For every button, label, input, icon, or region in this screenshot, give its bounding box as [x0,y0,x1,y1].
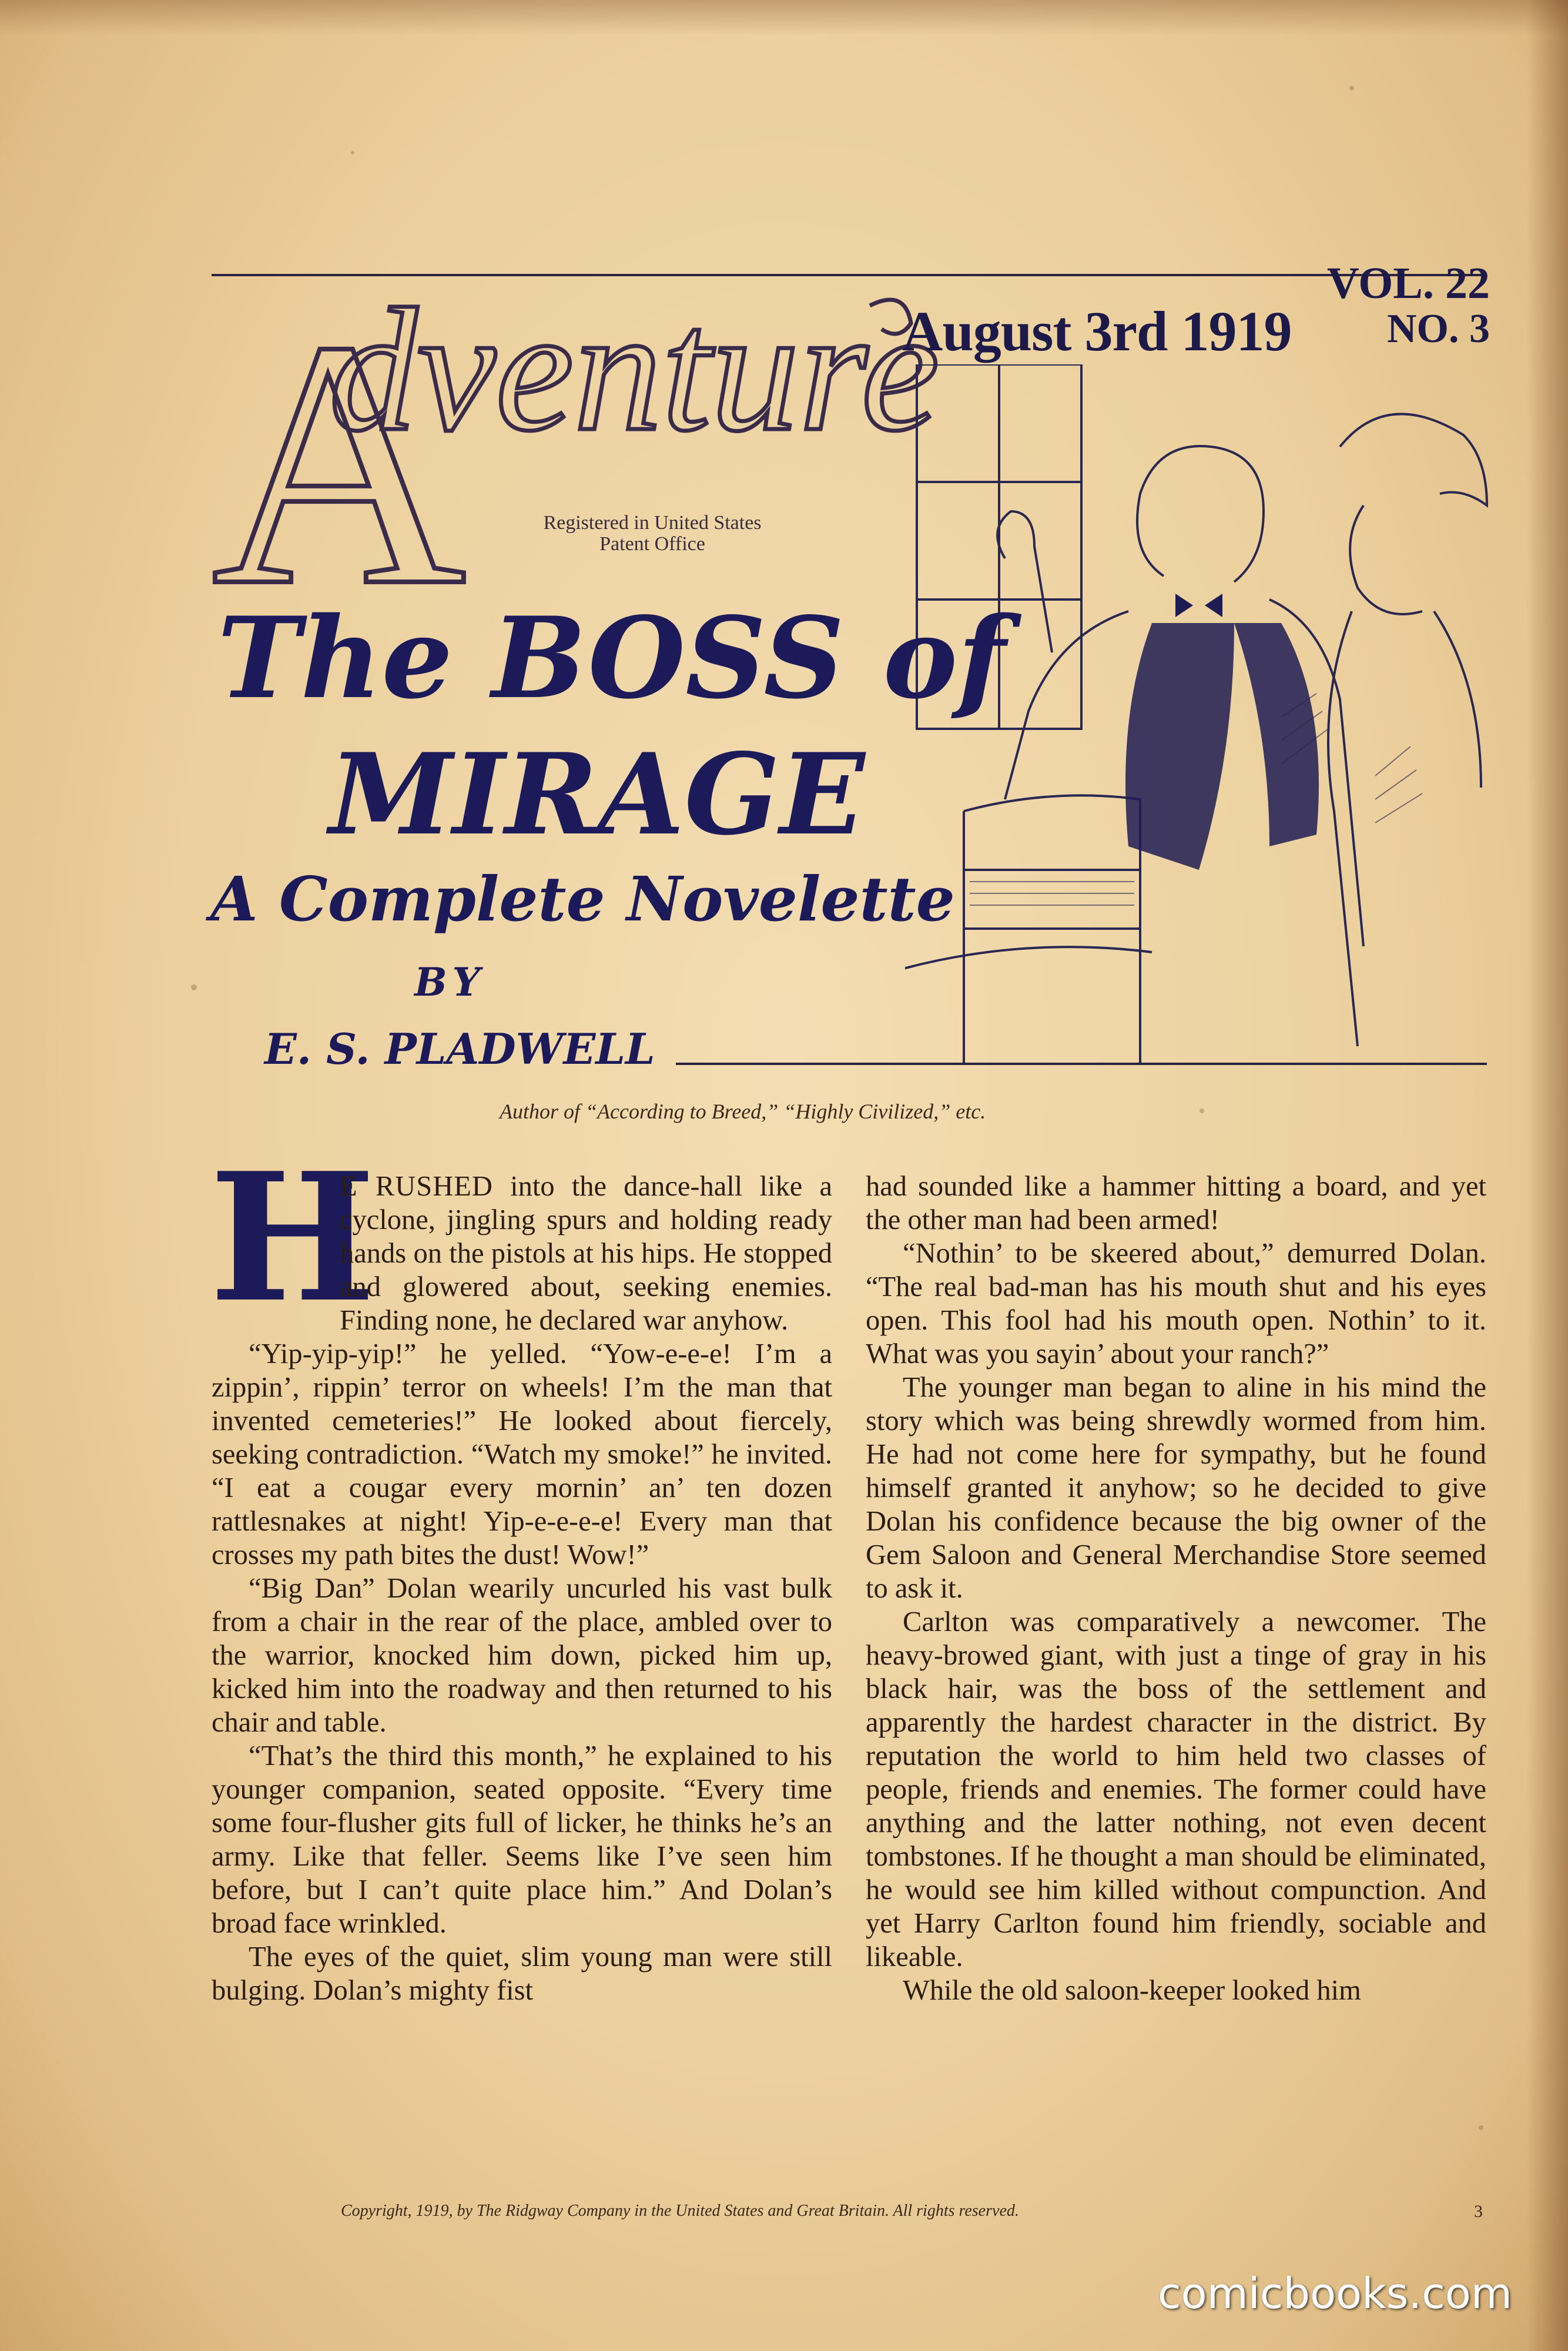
registered-trademark-note: Registered in United States Patent Office [543,512,762,555]
saloon-keeper-head [1137,446,1264,582]
site-watermark: comicbooks.com [1158,2269,1513,2318]
paragraph: While the old saloon-keeper looked him [903,1975,1361,2006]
paragraph: “That’s the third this month,” he explained to his younger companion, seated opposite. “Every time some four-flusher gits full of licker, he thinks he’s an army. Like that feller. Seems like I’ve seen him before, but I can’t quite place him.” And Dolan’s broad face wrinkled. [212,1740,832,1939]
masthead-rule-bottom [676,1063,1487,1065]
dark-vest [1125,623,1319,870]
byline-author: E. S. PLADWELL [264,1024,655,1074]
page-shadow-top [0,0,1568,35]
page-shadow-right [1527,0,1568,2351]
page-number: 3 [1474,2202,1483,2221]
paragraph: The eyes of the quiet, slim young man were still bulging. Dolan’s mighty fist [212,1941,832,2006]
paragraph: “Nothin’ to be skeered about,” demurred Dolan. “The real bad-man has his mouth shut and his eyes open. This fool had his mouth open. Nothin’ to it. What was you sayin’ about your ranch?” [866,1238,1486,1369]
hat-brim [1340,414,1487,505]
story-title-line2: MIRAGE [329,729,865,860]
paragraph [209,1134,832,1341]
logo-letter-a-outline: A [212,267,467,611]
byline-by: BY [414,959,486,1005]
opening-words: E RUSHED [340,1171,493,1202]
logo-wordmark-outline: dventure [329,272,940,467]
text-column-left [209,1134,832,2007]
paragraph: had sounded like a hammer hitting a board, and yet the other man had been armed! [866,1171,1486,1235]
adventure-logo [212,235,964,611]
paragraph: The younger man began to aline in his mind the story which was being shrewdly wormed from him. He had not come here for sympathy, but he found himself granted it anyhow; so he decided to give Dolan his confidence because the big owner of the Gem Saloon and General Merchandise Store seemed to ask it. [866,1372,1486,1604]
issue-number: NO. 3 [1387,306,1490,351]
paragraph: “Big Dan” Dolan wearily uncurled his vast bulk from a chair in the rear of the place, ambled over to the warrior, knocked him down, picked him up, kicked him into the roadway and then returned to his chair and table. [212,1573,832,1738]
paragraph: “Yip-yip-yip!” he yelled. “Yow-e-e-e! I’m a zippin’, rippin’ terror on wheels! I’m the man that invented cemeteries!” He looked about fiercely, seeking contradiction. “Watch my smoke!” he invited. “I eat a cougar every mornin’ an’ ten dozen rattlesnakes at night! Yip-e-e-e-e! Every man that crosses my path bites the dust! Wow!” [212,1338,832,1570]
chair-outline [964,795,1140,1064]
story-subtitle: A Complete Novelette [210,863,955,935]
issue-date: August 3rd 1919 [902,300,1292,363]
author-credits: Author of “According to Breed,” “Highly Civilized,” etc. [500,1100,986,1123]
paragraph-text: into the dance-hall like a cyclone, jingling spurs and holding ready hands on the pistols at his hips. He stopped and glowered about, seeking enemies. Finding none, he declared war anyhow. [340,1171,832,1336]
raised-hand [997,511,1052,652]
drop-cap: H [209,1134,376,1341]
issue-volume: VOL. 22 [1326,259,1490,308]
text-column-right [866,1170,1486,2007]
paragraph: Carlton was comparatively a newcomer. The heavy-browed giant, with just a tinge of gray in his black hair, was the boss of the settlement and apparently the hardest character in the district. By reputation the world to him held two classes of people, friends and enemies. The former could have anything and the latter nothing, not even decent tombstones. If he thought a man should be eliminated, he would see him killed without compunction. And yet Harry Carlton found him friendly, sociable and likeable. [866,1606,1486,1972]
story-title-line1: The BOSS of [217,592,1006,724]
second-figure-face [1350,505,1422,614]
copyright-line: Copyright, 1919, by The Ridgway Company in the United States and Great Britain. All rights reserved. [341,2202,1019,2220]
